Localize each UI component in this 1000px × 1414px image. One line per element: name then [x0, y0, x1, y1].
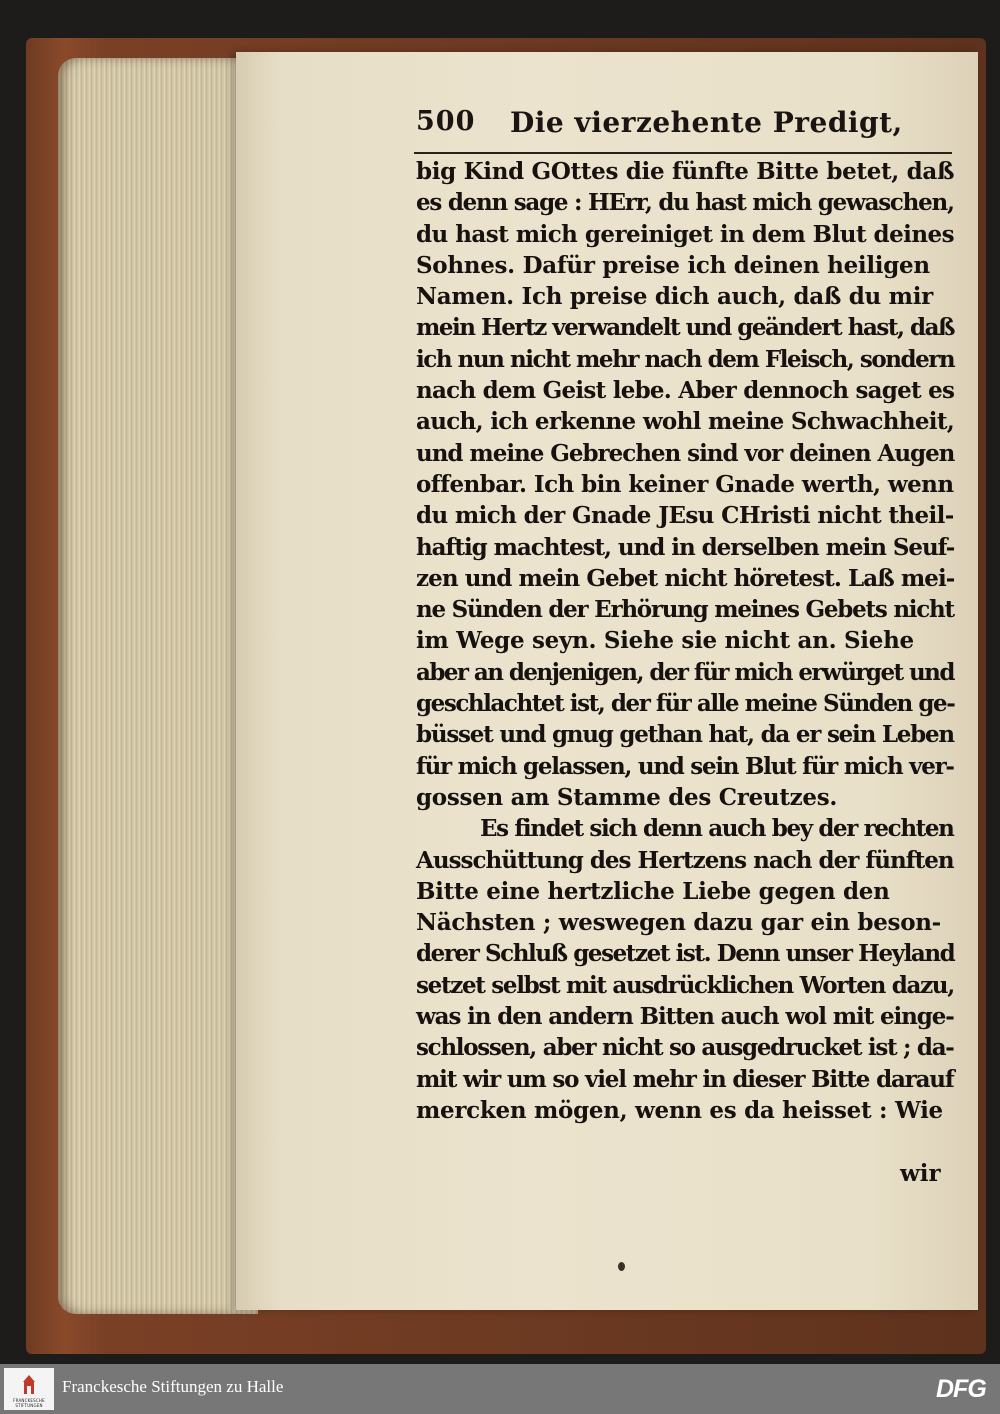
body-text	[416, 156, 954, 1126]
text-line: zen und mein Gebet nicht höretest. Laß mei-	[416, 564, 955, 592]
crest-icon	[21, 1374, 37, 1396]
text-line: Bitte eine hertzliche Liebe gegen den	[416, 877, 890, 905]
text-line: für mich gelassen, und sein Blut für mich ver-	[416, 752, 954, 780]
text-line: gossen am Stamme des Creutzes.	[416, 783, 838, 811]
text-line: was in den andern Bitten auch wol mit einge-	[416, 1003, 954, 1031]
text-line: Sohnes. Dafür preise ich deinen heiligen	[416, 251, 930, 279]
text-line: setzet selbst mit ausdrücklichen Worten dazu,	[416, 971, 954, 999]
page-edges	[58, 58, 258, 1314]
logo-text: FRANCKESCHE	[13, 1398, 45, 1403]
footer-bar	[0, 1364, 1000, 1414]
text-line: nach dem Geist lebe. Aber dennoch saget es	[416, 377, 955, 405]
page-number: 500	[416, 106, 476, 137]
text-line: schlossen, aber nicht so ausgedrucket ist ; da-	[416, 1034, 954, 1062]
text-line: Namen. Ich preise dich auch, daß du mir	[416, 283, 933, 311]
header-rule	[414, 152, 952, 154]
running-title: Die vierzehente Predigt,	[510, 106, 903, 139]
institution-name: Franckesche Stiftungen zu Halle	[62, 1377, 284, 1396]
text-line: ne Sünden der Erhörung meines Gebets nicht	[416, 596, 954, 624]
text-line: Nächsten ; weswegen dazu gar ein beson-	[416, 909, 941, 937]
text-line: haftig machtest, und in derselben mein Seuf-	[416, 533, 955, 561]
text-line: im Wege seyn. Siehe sie nicht an. Siehe	[416, 627, 914, 655]
text-line: du hast mich gereiniget in dem Blut deines	[416, 220, 955, 248]
text-line: es denn sage : HErr, du hast mich gewaschen,	[416, 189, 954, 217]
text-line: Ausschüttung des Hertzens nach der fünften	[416, 846, 954, 874]
text-line: big Kind GOttes die fünfte Bitte betet, daß	[416, 158, 955, 185]
text-line: derer Schluß gesetzet ist. Denn unser Heyland	[416, 940, 955, 968]
running-head	[416, 104, 956, 144]
text-line: mit wir um so viel mehr in dieser Bitte darauf	[416, 1065, 954, 1093]
foundation-logo[interactable]	[4, 1368, 54, 1410]
text-line: auch, ich erkenne wohl meine Schwachheit,	[416, 408, 955, 436]
text-line: aber an denjenigen, der für mich erwürget und	[416, 658, 954, 686]
text-line: mein Hertz verwandelt und geändert hast, daß	[416, 314, 955, 342]
text-line: büsset und gnug gethan hat, da er sein Leben	[416, 721, 954, 749]
text-line: ich nun nicht mehr nach dem Fleisch, sondern	[416, 345, 955, 373]
text-line: mercken mögen, wenn es da heisset : Wie	[416, 1096, 943, 1124]
catchword: wir	[900, 1160, 941, 1187]
text-line: du mich der Gnade JEsu CHristi nicht theil-	[416, 502, 954, 530]
paragraph-start-line: Es findet sich denn auch bey der rechten	[480, 815, 954, 843]
text-line: und meine Gebrechen sind vor deinen Augen	[416, 439, 955, 467]
text-line: offenbar. Ich bin keiner Gnade werth, wenn	[416, 470, 954, 498]
ink-mark	[618, 1262, 625, 1271]
text-line: geschlachtet ist, der für alle meine Sünden ge-	[416, 690, 955, 718]
logo-text: STIFTUNGEN	[15, 1403, 43, 1408]
dfg-logo[interactable]: DFG	[936, 1375, 986, 1403]
